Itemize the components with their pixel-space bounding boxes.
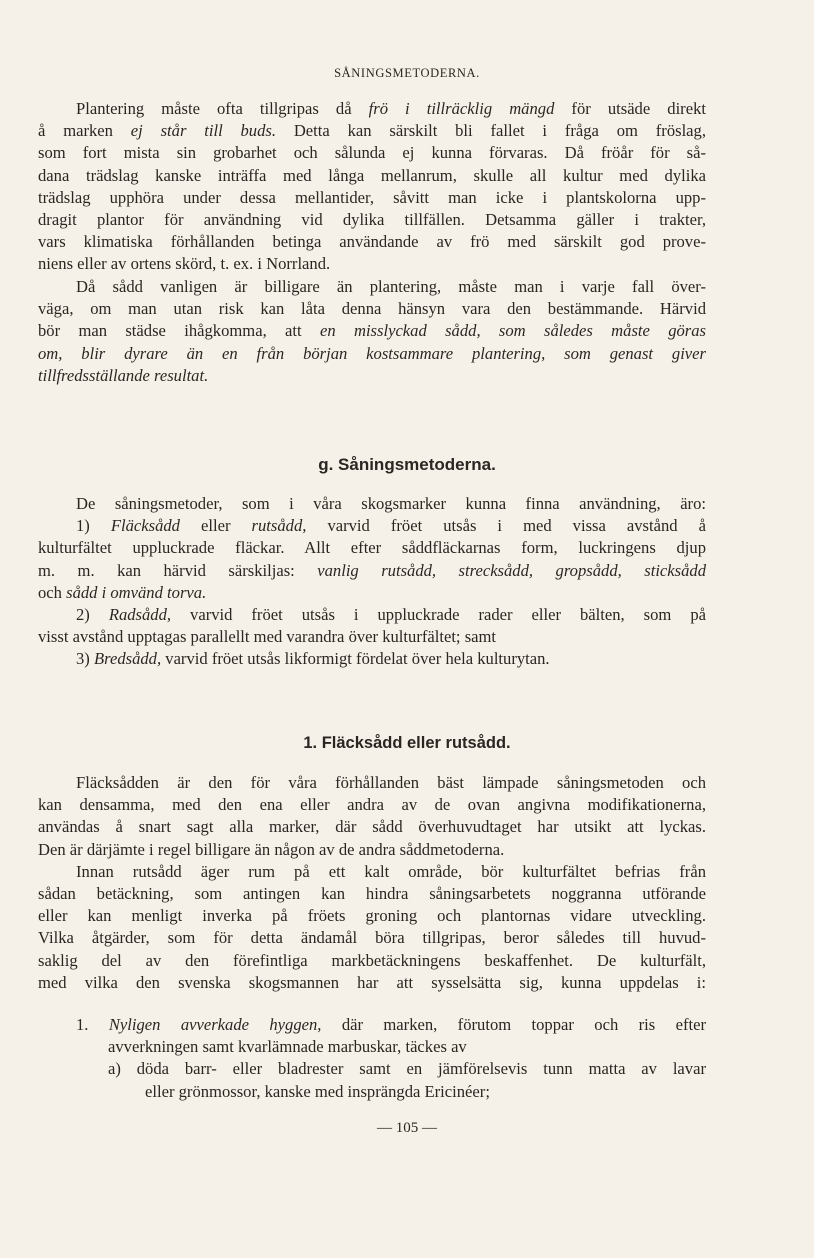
text-line: Innan rutsådd äger rum på ett kalt område, bör kulturfältet befrias från xyxy=(76,861,706,881)
emphasis-text: sådd i omvänd torva. xyxy=(66,582,207,602)
paragraph-methods xyxy=(38,493,706,671)
emphasis-text: vanlig rutsådd, strecksådd, gropsådd, sticksådd xyxy=(317,560,707,580)
text-line: Plantering måste ofta tillgripas då frö i tillräcklig mängd för utsäde direkt xyxy=(76,99,706,118)
text-line: saklig del av den förefintliga markbetäckningens beskaffenhet. De kulturfält, xyxy=(38,950,706,970)
text-line: Den är därjämte i regel billigare än någon av de andra såddmetoderna. xyxy=(38,839,505,859)
paragraph-flacksadd xyxy=(38,772,706,994)
text-line: med vilka den svenska skogsmannen har att sysselsätta sig, kunna uppdelas i: xyxy=(38,972,706,992)
text-line: som fort mista sin grobarhet och sålunda ej kunna förvaras. Då fröår för så- xyxy=(38,143,706,163)
emphasis-text: Fläcksådd xyxy=(110,516,180,536)
list-field-types xyxy=(38,1014,706,1103)
text-line: väga, om man utan risk kan låta denna hänsyn vara den bestämmande. Härvid xyxy=(38,299,706,319)
paragraph-sowing-cost xyxy=(38,276,706,387)
emphasis-text: Nyligen avverkade hyggen, xyxy=(108,1015,322,1034)
text-line: m. m. kan härvid särskiljas: vanlig rutsådd, strecksådd, gropsådd, sticksådd xyxy=(38,560,707,580)
text-line: De såningsmetoder, som i våra skogsmarker kunna finna användning, äro: xyxy=(76,494,706,513)
emphasis-text: om, blir dyrare än en från början kostsammare plantering, som genast giver xyxy=(38,343,706,363)
text-line: användas å snart sagt alla marker, där sådd överhuvudtaget har utsikt att lyckas. xyxy=(38,817,706,837)
page-number: — 105 — xyxy=(377,1120,437,1136)
paragraph-planting xyxy=(38,98,706,276)
text-line: Vilka åtgärder, som för detta ändamål böra tillgripas, beror således till huvud- xyxy=(38,928,706,948)
emphasis-text: Radsådd, xyxy=(108,604,172,624)
text-line: Fläcksådden är den för våra förhållanden bäst lämpade såningsmetoden och xyxy=(76,773,706,792)
list-item: avverkningen samt kvarlämnade marbuskar, täckes av xyxy=(108,1037,467,1057)
text-line: 3) Bredsådd, varvid fröet utsås likformigt fördelat över hela kulturytan. xyxy=(76,649,550,669)
list-item: eller grönmossor, kanske med insprängda Ericinéer; xyxy=(145,1081,490,1101)
text-line: eller kan menligt inverka på fröets groning och plantornas vidare utveckling. xyxy=(38,906,706,926)
text-line: vars klimatiska förhållanden betinga användande av frö med särskilt god prove- xyxy=(38,232,706,252)
text-line: trädslag upphöra under dessa mellantider, såvitt man icke i plantskolorna upp- xyxy=(38,187,706,207)
emphasis-text: ej står till buds. xyxy=(130,121,276,141)
text-line: niens eller av ortens skörd, t. ex. i Norrland. xyxy=(38,254,331,274)
emphasis-text: tillfredsställande resultat. xyxy=(38,365,209,385)
text-line: Då sådd vanligen är billigare än plantering, måste man i varje fall över- xyxy=(76,277,706,296)
text-line: 2) Radsådd, varvid fröet utsås i uppluckrade rader eller bälten, som på xyxy=(76,604,706,624)
list-item: 1. Nyligen avverkade hyggen, där marken, förutom toppar och ris efter xyxy=(76,1015,707,1034)
list-item: a) döda barr- eller bladrester samt en jämförelsevis tunn matta av lavar xyxy=(108,1059,706,1079)
running-head: SÅNINGSMETODERNA. xyxy=(334,66,480,80)
section-heading-g: g. Såningsmetoderna. xyxy=(318,455,496,474)
emphasis-text: en misslyckad sådd, som således måste göras xyxy=(319,321,707,341)
text-line: bör man städse ihågkomma, att en misslyckad sådd, som således måste göras xyxy=(38,321,707,341)
text-line: dragit plantor för användning vid dylika tillfällen. Detsamma gäller i trakter, xyxy=(38,209,706,229)
text-line: å marken ej står till buds. Detta kan särskilt bli fallet i fråga om fröslag, xyxy=(38,121,706,141)
text-line: kulturfältet uppluckrade fläckar. Allt efter såddfläckarnas form, luckringens djup xyxy=(38,538,706,558)
text-line: sådan betäckning, som antingen kan hindra såningsarbetets noggranna utförande xyxy=(38,883,706,903)
emphasis-text: frö i tillräcklig mängd xyxy=(368,99,555,118)
text-line: visst avstånd upptagas parallellt med varandra över kulturfältet; samt xyxy=(38,627,497,647)
text-line: kan densamma, med den ena eller andra av de ovan angivna modifikationerna, xyxy=(38,795,706,815)
emphasis-text: Bredsådd, xyxy=(93,649,162,669)
text-line xyxy=(38,365,706,387)
text-line: 1) Fläcksådd eller rutsådd, varvid fröet utsås i med vissa avstånd å xyxy=(76,516,706,536)
text-line: dana trädslag kanske inträffa med långa mellanrum, skulle all kultur med dylika xyxy=(38,165,706,185)
section-heading-1: 1. Fläcksådd eller rutsådd. xyxy=(303,734,511,752)
text-line: och sådd i omvänd torva. xyxy=(38,582,207,602)
emphasis-text: rutsådd, xyxy=(251,516,307,536)
text-line xyxy=(38,343,706,365)
